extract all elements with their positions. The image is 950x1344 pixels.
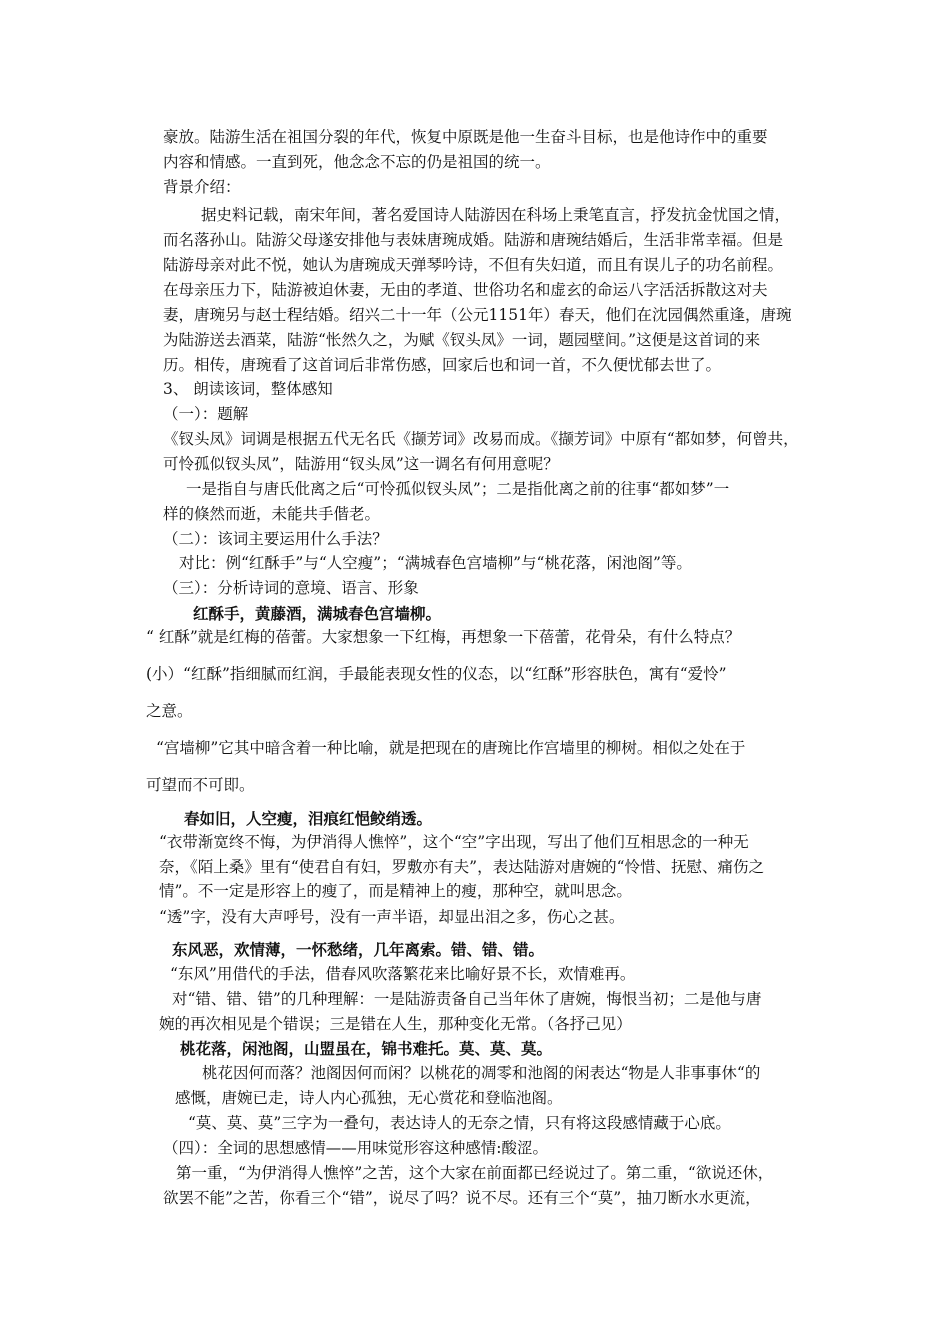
text-line: 历。相传，唐琬看了这首词后非常伤感，回家后也和词一首，不久便忧郁去世了。 [163, 356, 722, 374]
text-line: 陆游母亲对此不悦，她认为唐琬成天弹琴吟诗，不但有失妇道，而且有误儿子的功名前程。 [163, 256, 784, 274]
text-line: 而名落孙山。陆游父母遂安排他与表妹唐琬成婚。陆游和唐琬结婚后，生活非常幸福。但是 [163, 231, 784, 249]
text-line: 豪放。陆游生活在祖国分裂的年代，恢复中原既是他一生奋斗目标，也是他诗作中的重要 [163, 128, 768, 146]
text-line: 可怜孤似钗头凤”，陆游用“钗头凤”这一调名有何用意呢？ [163, 455, 559, 473]
text-line: (小）“红酥”指细腻而红润，手最能表现女性的仪态，以“红酥”形容肤色，寓有“爱怜” [146, 665, 727, 683]
text-line: 可望而不可即。 [146, 776, 255, 794]
text-line: 感慨，唐婉已走，诗人内心孤独，无心赏花和登临池阁。 [175, 1089, 563, 1107]
subsection-heading: （二）：该词主要运用什么手法？ [163, 530, 388, 548]
text-line: 情”。不一定是形容上的瘦了，而是精神上的瘦，那种空，就叫思念。 [159, 882, 632, 900]
text-line: “ 红酥”就是红梅的蓓蕾。大家想象一下红梅，再想象一下蓓蕾，花骨朵，有什么特点？ [146, 628, 741, 646]
text-line: 第一重，“为伊消得人憔悴”之苦，这个大家在前面都已经说过了。第二重，“欲说还休， [176, 1164, 774, 1182]
text-line: 奈，《陌上桑》里有“使君自有妇，罗敷亦有夫”，表达陆游对唐婉的“怜惜、抚慰、痛伤之 [159, 858, 765, 876]
poem-line: 桃花落，闲池阁，山盟虽在，锦书难托。莫、莫、莫。 [180, 1039, 553, 1058]
text-line: 欲罢不能”之苦，你看三个“错”，说尽了吗？说不尽。还有三个“莫”，抽刀断水水更流， [163, 1189, 761, 1207]
text-line: “莫、莫、莫”三字为一叠句，表达诗人的无奈之情，只有将这段感情藏于心底。 [188, 1114, 731, 1132]
poem-line: 东风恶，欢情薄，一怀愁绪，几年离索。错、错、错。 [172, 940, 545, 959]
subsection-heading: （三）：分析诗词的意境、语言、形象 [163, 579, 419, 597]
text-line: 对“错、错、错”的几种理解：一是陆游责备自己当年休了唐婉，悔恨当初；二是他与唐 [172, 990, 762, 1008]
poem-line: 春如旧，人空瘦，泪痕红悒鲛绡透。 [184, 809, 433, 828]
text-line: 之意。 [146, 702, 193, 720]
subsection-heading: （四）：全词的思想感情——用味觉形容这种感情:酸涩。 [163, 1139, 548, 1157]
section-heading: 背景介绍： [163, 178, 241, 196]
text-line: 婉的再次相见是个错误；三是错在人生，那种变化无常。（各抒己见） [159, 1015, 632, 1033]
text-line: 妻，唐琬另与赵士程结婚。绍兴二十一年（公元1151年）春天，他们在沈园偶然重逢，唐琬 [163, 306, 792, 324]
text-line: 样的倏然而逝，未能共手偕老。 [163, 505, 381, 523]
poem-line: 红酥手，黄藤酒，满城春色宫墙柳。 [193, 604, 442, 623]
text-line: 桃花因何而落？池阁因何而闲？以桃花的凋零和池阁的闲表达“物是人非事事休“的 [202, 1064, 761, 1082]
subsection-heading: （一）：题解 [163, 405, 249, 423]
text-line: 一是指自与唐氏仳离之后“可怜孤似钗头凤”；二是指仳离之前的往事“都如梦”一 [186, 480, 730, 498]
text-line: “衣带渐宽终不悔，为伊消得人憔悴”，这个“空”字出现，写出了他们互相思念的一种无 [159, 833, 749, 851]
text-line: “东风”用借代的手法，借春风吹落繁花来比喻好景不长，欢情难再。 [170, 965, 636, 983]
text-line: 对比：例“红酥手”与“人空瘦”；“满城春色宫墙柳”与“桃花落，闲池阁”等。 [179, 554, 692, 572]
text-line: “透”字，没有大声呼号，没有一声半语，却显出泪之多，伤心之甚。 [159, 908, 625, 926]
text-line: 为陆游送去酒菜，陆游“怅然久之，为赋《钗头凤》一词，题园壁间。”这便是这首词的来 [163, 331, 761, 349]
text-line: “宫墙柳”它其中暗含着一种比喻，就是把现在的唐琬比作宫墙里的柳树。相似之处在于 [156, 739, 746, 757]
text-line: 据史料记载，南宋年间，著名爱国诗人陆游因在科场上秉笔直言，抒发抗金忧国之情， [201, 206, 791, 224]
text-line: 《钗头凤》词调是根据五代无名氏《撷芳词》改易而成。《撷芳词》中原有“都如梦，何曾共， [163, 430, 799, 448]
text-line: 内容和情感。一直到死，他念念不忘的仍是祖国的统一。 [163, 153, 551, 171]
text-line: 在母亲压力下，陆游被迫休妻，无由的孝道、世俗功名和虚玄的命运八字活活拆散这对夫 [163, 281, 768, 299]
section-heading: 3、 朗读该词，整体感知 [163, 380, 333, 398]
